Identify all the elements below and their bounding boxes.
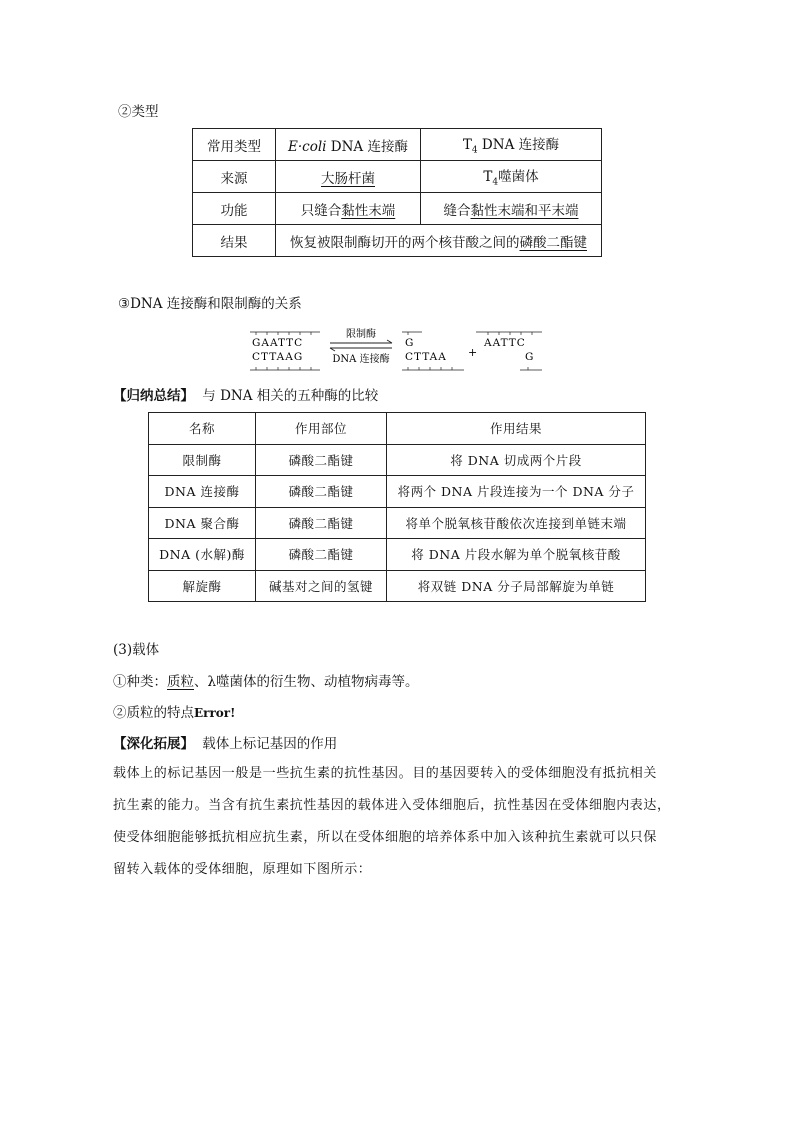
table-header-cell: 作用结果 <box>387 413 646 445</box>
underlined-answer: 大肠杆菌 <box>321 170 375 187</box>
enzyme-comparison-table <box>148 412 646 602</box>
restriction-ligation-diagram <box>248 322 548 374</box>
table-cell: 将两个 DNA 片段连接为一个 DNA 分子 <box>387 476 646 508</box>
table-row <box>193 161 602 193</box>
paragraph-line: 留转入载体的受体细胞，原理如下图所示： <box>113 862 372 877</box>
table-row <box>149 507 646 539</box>
table-cell: DNA 连接酶 <box>149 476 256 508</box>
cell-text: T <box>483 169 493 186</box>
table-cell: 功能 <box>193 193 276 225</box>
summary-bracket: 【归纳总结】 <box>113 388 194 404</box>
table-cell: 将单个脱氧核苷酸依次连接到单链末端 <box>387 507 646 539</box>
table-cell <box>276 161 421 193</box>
table-cell: 将双链 DNA 分子局部解旋为单链 <box>387 570 646 602</box>
sequence-top-right: AATTC <box>484 337 526 349</box>
table-row <box>149 444 646 476</box>
subscript: 4 <box>492 177 499 188</box>
table-cell <box>421 161 602 193</box>
ligase-comparison-table <box>192 128 602 257</box>
underlined-answer: 黏性末端 <box>341 202 396 219</box>
extension-paragraph <box>113 758 683 886</box>
plasmid-features-prefix: ②质粒的特点 <box>113 705 194 721</box>
table-cell <box>276 193 421 225</box>
table-cell: 解旋酶 <box>149 570 256 602</box>
vector-kinds-prefix: ①种类： <box>113 674 167 690</box>
extension-heading <box>113 735 337 753</box>
error-text: Error! <box>194 706 236 720</box>
table-row <box>193 129 602 161</box>
extension-bracket: 【深化拓展】 <box>113 736 194 752</box>
sequence-bottom-middle: CTTAA <box>405 351 447 363</box>
cell-text: E·coli <box>288 138 327 155</box>
table-cell: DNA 聚合酶 <box>149 507 256 539</box>
paragraph-line: 载体上的标记基因一般是一些抗生素的抗性基因。目的基因要转入的受体细胞没有抵抗相关 <box>113 766 658 781</box>
table-cell: 磷酸二酯键 <box>256 444 387 476</box>
table-row <box>149 539 646 571</box>
table-cell <box>421 193 602 225</box>
underlined-answer: 黏性末端和平末端 <box>470 202 579 219</box>
middle-dna-fragment <box>402 332 464 370</box>
table-cell: 将 DNA 片段水解为单个脱氧核苷酸 <box>387 539 646 571</box>
sequence-top-middle: G <box>405 337 415 349</box>
table-row <box>149 570 646 602</box>
section-heading-relation: ③DNA 连接酶和限制酶的关系 <box>118 296 302 312</box>
arrow-left-icon <box>330 348 335 351</box>
right-dna-fragment <box>476 332 542 370</box>
subscript: 4 <box>471 145 478 156</box>
extension-title: 载体上标记基因的作用 <box>202 736 338 752</box>
plasmid-features-line <box>113 704 235 722</box>
table-cell: DNA (水解)酶 <box>149 539 256 571</box>
table-cell: 限制酶 <box>149 444 256 476</box>
underlined-answer: 磷酸二酯键 <box>519 234 587 251</box>
cell-text: 缝合 <box>443 202 471 219</box>
summary-heading <box>113 387 378 405</box>
sequence-bottom-left: CTTAAG <box>252 351 304 363</box>
cell-text: 恢复被限制酶切开的两个核苷酸之间的 <box>290 234 520 251</box>
table-cell: 磷酸二酯键 <box>256 476 387 508</box>
paragraph-line: 使受体细胞能够抵抗相应抗生素，所以在受体细胞的培养体系中加入该种抗生素就可以只保 <box>113 830 658 845</box>
vector-kinds-line <box>113 673 419 691</box>
table-cell: 磷酸二酯键 <box>256 507 387 539</box>
cell-text: T <box>462 137 472 154</box>
table-header-cell: 名称 <box>149 413 256 445</box>
vector-kinds-rest: 、λ噬菌体的衍生物、动植物病毒等。 <box>194 674 419 690</box>
paragraph-line: 抗生素的能力。当含有抗生素抗性基因的载体进入受体细胞后，抗性基因在受体细胞内表达， <box>113 798 671 813</box>
left-dna-fragment <box>250 332 320 370</box>
table-cell: 来源 <box>193 161 276 193</box>
underlined-answer: 质粒 <box>167 674 194 690</box>
sequence-top-left: GAATTC <box>252 337 304 349</box>
table-header-cell: 作用部位 <box>256 413 387 445</box>
table-cell: 结果 <box>193 225 276 257</box>
summary-title: 与 DNA 相关的五种酶的比较 <box>202 388 379 404</box>
table-row <box>193 193 602 225</box>
table-cell: 将 DNA 切成两个片段 <box>387 444 646 476</box>
cell-text: DNA 连接酶 <box>477 137 560 154</box>
plus-sign: + <box>468 346 478 359</box>
reverse-arrow-label: DNA 连接酶 <box>332 354 390 365</box>
cell-text: 只缝合 <box>300 202 342 219</box>
forward-arrow-label: 限制酶 <box>346 329 376 340</box>
arrow-right-icon <box>387 340 392 343</box>
cell-text: DNA 连接酶 <box>326 138 408 155</box>
reversible-arrows <box>330 327 392 365</box>
table-cell <box>276 129 421 161</box>
table-cell <box>421 129 602 161</box>
table-cell: 碱基对之间的氢键 <box>256 570 387 602</box>
section-heading-vector: (3)载体 <box>113 642 160 658</box>
table-cell <box>276 225 602 257</box>
table-row <box>149 476 646 508</box>
cell-text: 噬菌体 <box>498 169 539 186</box>
table-row <box>193 225 602 257</box>
sequence-bottom-right: G <box>525 351 535 363</box>
table-cell: 磷酸二酯键 <box>256 539 387 571</box>
table-header-row <box>149 413 646 445</box>
table-cell: 常用类型 <box>193 129 276 161</box>
section-heading-types: ②类型 <box>118 104 159 120</box>
